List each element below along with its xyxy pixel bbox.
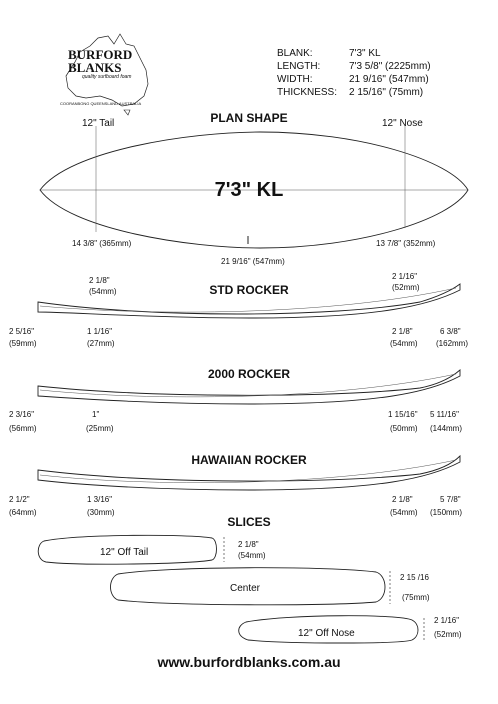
std-b1-in: 2 5/16" [9,327,35,336]
std-b3-in: 2 1/8" [392,327,413,336]
website-url: www.burfordblanks.com.au [157,654,341,670]
hawaiian-b2-in: 1 3/16" [87,495,113,504]
r2000-b2-in: 1" [92,410,100,419]
std-b3-mm: (54mm) [390,339,418,348]
plan-nose-width: 13 7/8" (352mm) [376,239,436,248]
std-b4-in: 6 3/8" [440,327,461,336]
slice-nose-mm: (52mm) [434,630,462,639]
brand-tagline: quality surfboard foam [82,74,132,80]
spec-table [277,47,431,99]
spec-blank-value: 7'3" KL [349,48,381,59]
std-top-tail-mm: (54mm) [89,287,117,296]
r2000-b2-mm: (25mm) [86,424,114,433]
std-b2-mm: (27mm) [87,339,115,348]
slice-center-mm: (75mm) [402,593,430,602]
hawaiian-b1-mm: (64mm) [9,508,37,517]
spec-thickness-label: THICKNESS: [277,87,338,98]
std-top-nose-mm: (52mm) [392,283,420,292]
std-rocker-title: STD ROCKER [209,283,289,297]
std-top-nose-in: 2 1/16" [392,272,418,281]
slice-nose-in: 2 1/16" [434,616,460,625]
spec-length-value: 7'3 5/8" (2225mm) [349,61,431,72]
plan-shape-title: PLAN SHAPE [210,111,288,125]
hawaiian-b3-mm: (54mm) [390,508,418,517]
slice-tail-mm: (54mm) [238,551,266,560]
r2000-b1-mm: (56mm) [9,424,37,433]
hawaiian-b4-mm: (150mm) [430,508,463,517]
std-top-tail-in: 2 1/8" [89,276,110,285]
plan-center-width: 21 9/16" (547mm) [221,257,285,266]
plan-tail-label: 12" Tail [82,118,115,129]
r2000-b3-in: 1 15/16" [388,410,418,419]
slice-center-in: 2 15 /16 [400,573,429,582]
r2000-b3-mm: (50mm) [390,424,418,433]
std-b1-mm: (59mm) [9,339,37,348]
plan-nose-label: 12" Nose [382,118,423,129]
r2000-b1-in: 2 3/16" [9,410,35,419]
slice-tail-label: 12" Off Tail [100,547,149,558]
hawaiian-rocker-title: HAWAIIAN ROCKER [191,453,307,467]
hawaiian-b1-in: 2 1/2" [9,495,30,504]
brand-name-line2: BLANKS [68,60,122,75]
r2000-b4-mm: (144mm) [430,424,463,433]
spec-width-value: 21 9/16" (547mm) [349,74,429,85]
slice-center-label: Center [230,583,261,594]
hawaiian-b2-mm: (30mm) [87,508,115,517]
std-b4-mm: (162mm) [436,339,469,348]
spec-blank-label: BLANK: [277,48,313,59]
brand-logo [62,48,154,81]
hawaiian-b4-in: 5 7/8" [440,495,461,504]
brand-location: COORANBONG QUEENSLAND AUSTRALIA [60,101,142,106]
std-b2-in: 1 1/16" [87,327,113,336]
plan-blank-name: 7'3" KL [214,179,284,201]
r2000-b4-in: 5 11/16" [430,410,459,419]
slice-tail-in: 2 1/8" [238,540,259,549]
plan-tail-width: 14 3/8" (365mm) [72,239,132,248]
brand-name-line1: BURFORD [68,47,133,62]
slices-title: SLICES [227,515,271,529]
slice-nose-label: 12" Off Nose [298,628,355,639]
spec-width-label: WIDTH: [277,74,313,85]
hawaiian-b3-in: 2 1/8" [392,495,413,504]
spec-thickness-value: 2 15/16" (75mm) [349,87,424,98]
r2000-rocker-title: 2000 ROCKER [207,367,291,381]
spec-length-label: LENGTH: [277,61,321,72]
